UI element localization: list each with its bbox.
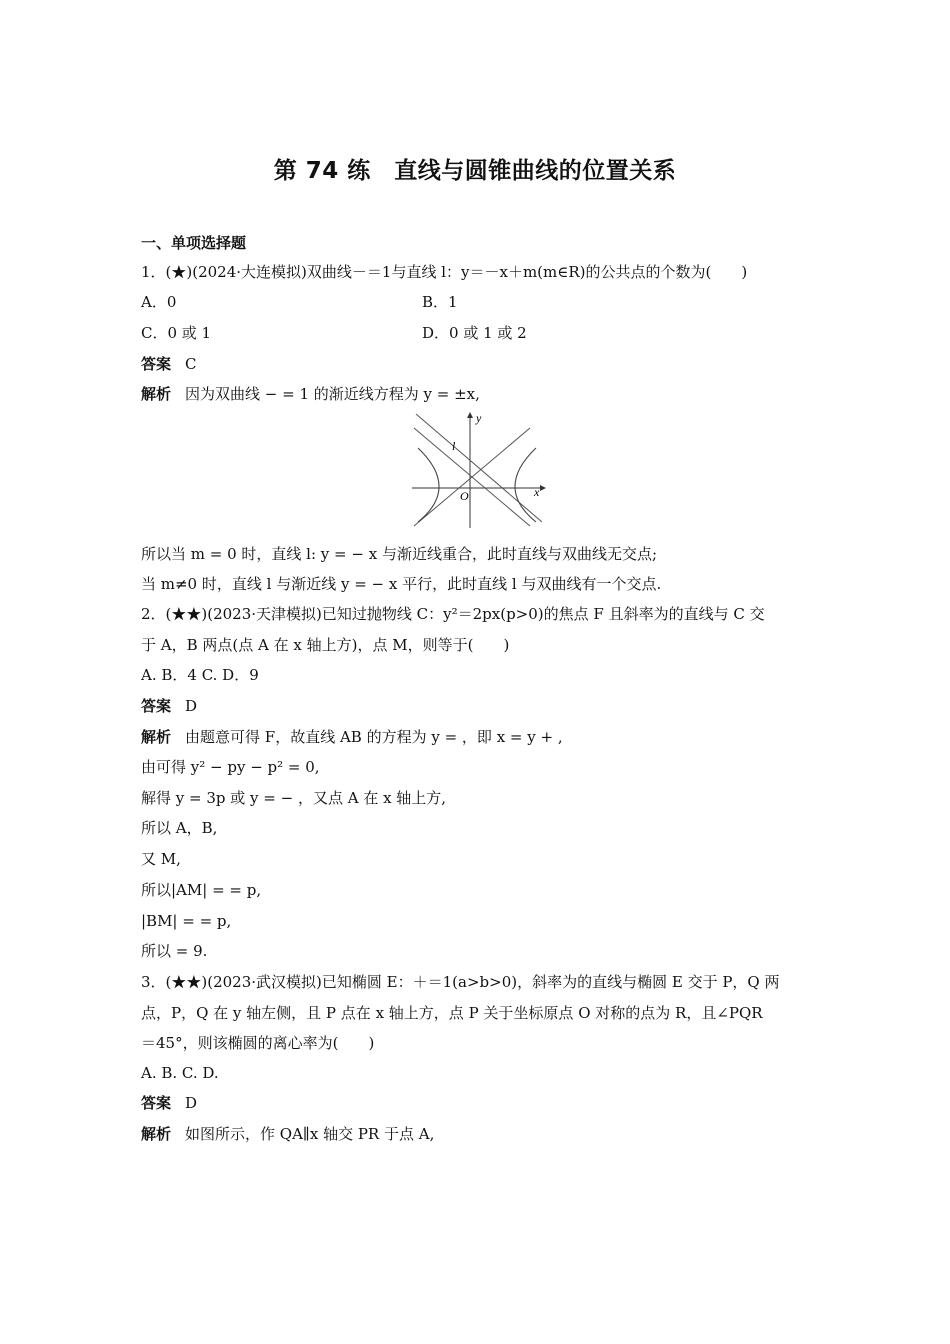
- y-axis-label: y: [476, 411, 482, 425]
- q1-option-c: C．0 或 1: [141, 324, 212, 342]
- q3-analysis: [141, 1124, 434, 1144]
- q1-option-b: B．1: [422, 293, 458, 311]
- q2-analysis-line-4: 所以 A，B,: [141, 819, 218, 837]
- hyperbola-graph: [410, 410, 550, 530]
- analysis-label: 解析: [141, 385, 172, 403]
- q2-analysis: [141, 727, 563, 747]
- analysis-label: 解析: [141, 1125, 172, 1143]
- q2-options: A. B．4 C. D．9: [141, 666, 259, 684]
- answer-value: D: [185, 1094, 198, 1112]
- q3-stem-2: 点，P，Q 在 y 轴左侧，且 P 点在 x 轴上方，点 P 关于坐标原点 O 对称的点为 R，且∠PQR: [141, 1004, 763, 1022]
- analysis-text: 由题意可得 F，故直线 AB 的方程为 y = ，即 x = y + ,: [185, 728, 563, 746]
- analysis-text: 因为双曲线 − = 1 的渐近线方程为 y = ±x,: [185, 385, 480, 403]
- y-axis-arrow: [467, 412, 473, 418]
- q2-analysis-line-3: 解得 y = 3p 或 y = − ，又点 A 在 x 轴上方,: [141, 789, 447, 807]
- q2-analysis-line-8: 所以 = 9.: [141, 942, 208, 960]
- q1-option-d: D．0 或 1 或 2: [422, 324, 527, 342]
- q1-option-a: A．0: [141, 293, 177, 311]
- q2-stem-2: 于 A，B 两点(点 A 在 x 轴上方)，点 M，则等于( ): [141, 636, 510, 654]
- x-axis-label: x: [534, 485, 540, 499]
- q1-conclusion-2: 当 m≠0 时，直线 l 与渐近线 y = − x 平行，此时直线 l 与双曲线有一个交点.: [141, 575, 662, 593]
- analysis-label: 解析: [141, 728, 172, 746]
- line-l-label: l: [452, 439, 456, 453]
- answer-value: D: [185, 697, 198, 715]
- origin-label: O: [460, 489, 469, 503]
- q2-analysis-line-6: 所以|AM| = = p,: [141, 881, 262, 899]
- answer-value: C: [185, 355, 197, 373]
- q1-answer: [141, 354, 197, 374]
- q1-stem: 1．(★)(2024·大连模拟)双曲线－＝1与直线 l：y＝－x＋m(m∈R)的公共点的个数为( ): [141, 263, 748, 281]
- answer-label: 答案: [141, 355, 172, 373]
- analysis-text: 如图所示，作 QA∥x 轴交 PR 于点 A,: [185, 1125, 435, 1143]
- q3-options: A. B. C. D.: [141, 1064, 219, 1082]
- q2-answer: [141, 696, 197, 716]
- q2-analysis-line-5: 又 M,: [141, 850, 181, 868]
- q3-answer: [141, 1093, 197, 1113]
- page-title: 第 74 练 直线与圆锥曲线的位置关系: [273, 158, 677, 184]
- q2-analysis-line-2: 由可得 y² − py − p² = 0,: [141, 758, 320, 776]
- q3-stem-3: ＝45°，则该椭圆的离心率为( ): [141, 1034, 375, 1052]
- section-heading: 一、单项选择题: [141, 234, 247, 252]
- q3-stem-1: 3．(★★)(2023·武汉模拟)已知椭圆 E：＋＝1(a>b>0)，斜率为的直线与椭圆 E 交于 P，Q 两: [141, 973, 780, 991]
- q2-analysis-line-7: |BM| = = p,: [141, 912, 232, 930]
- hyperbola-right-branch: [515, 448, 536, 522]
- line-l: [416, 414, 542, 522]
- answer-label: 答案: [141, 1094, 172, 1112]
- x-axis-arrow: [540, 485, 546, 491]
- q1-conclusion-1: 所以当 m = 0 时，直线 l: y = − x 与渐近线重合，此时直线与双曲线无交点;: [141, 545, 657, 563]
- hyperbola-left-branch: [418, 448, 439, 522]
- q2-stem-1: 2．(★★)(2023·天津模拟)已知过抛物线 C：y²＝2px(p>0)的焦点 F 且斜率为的直线与 C 交: [141, 605, 765, 623]
- answer-label: 答案: [141, 697, 172, 715]
- q1-analysis: [141, 384, 480, 404]
